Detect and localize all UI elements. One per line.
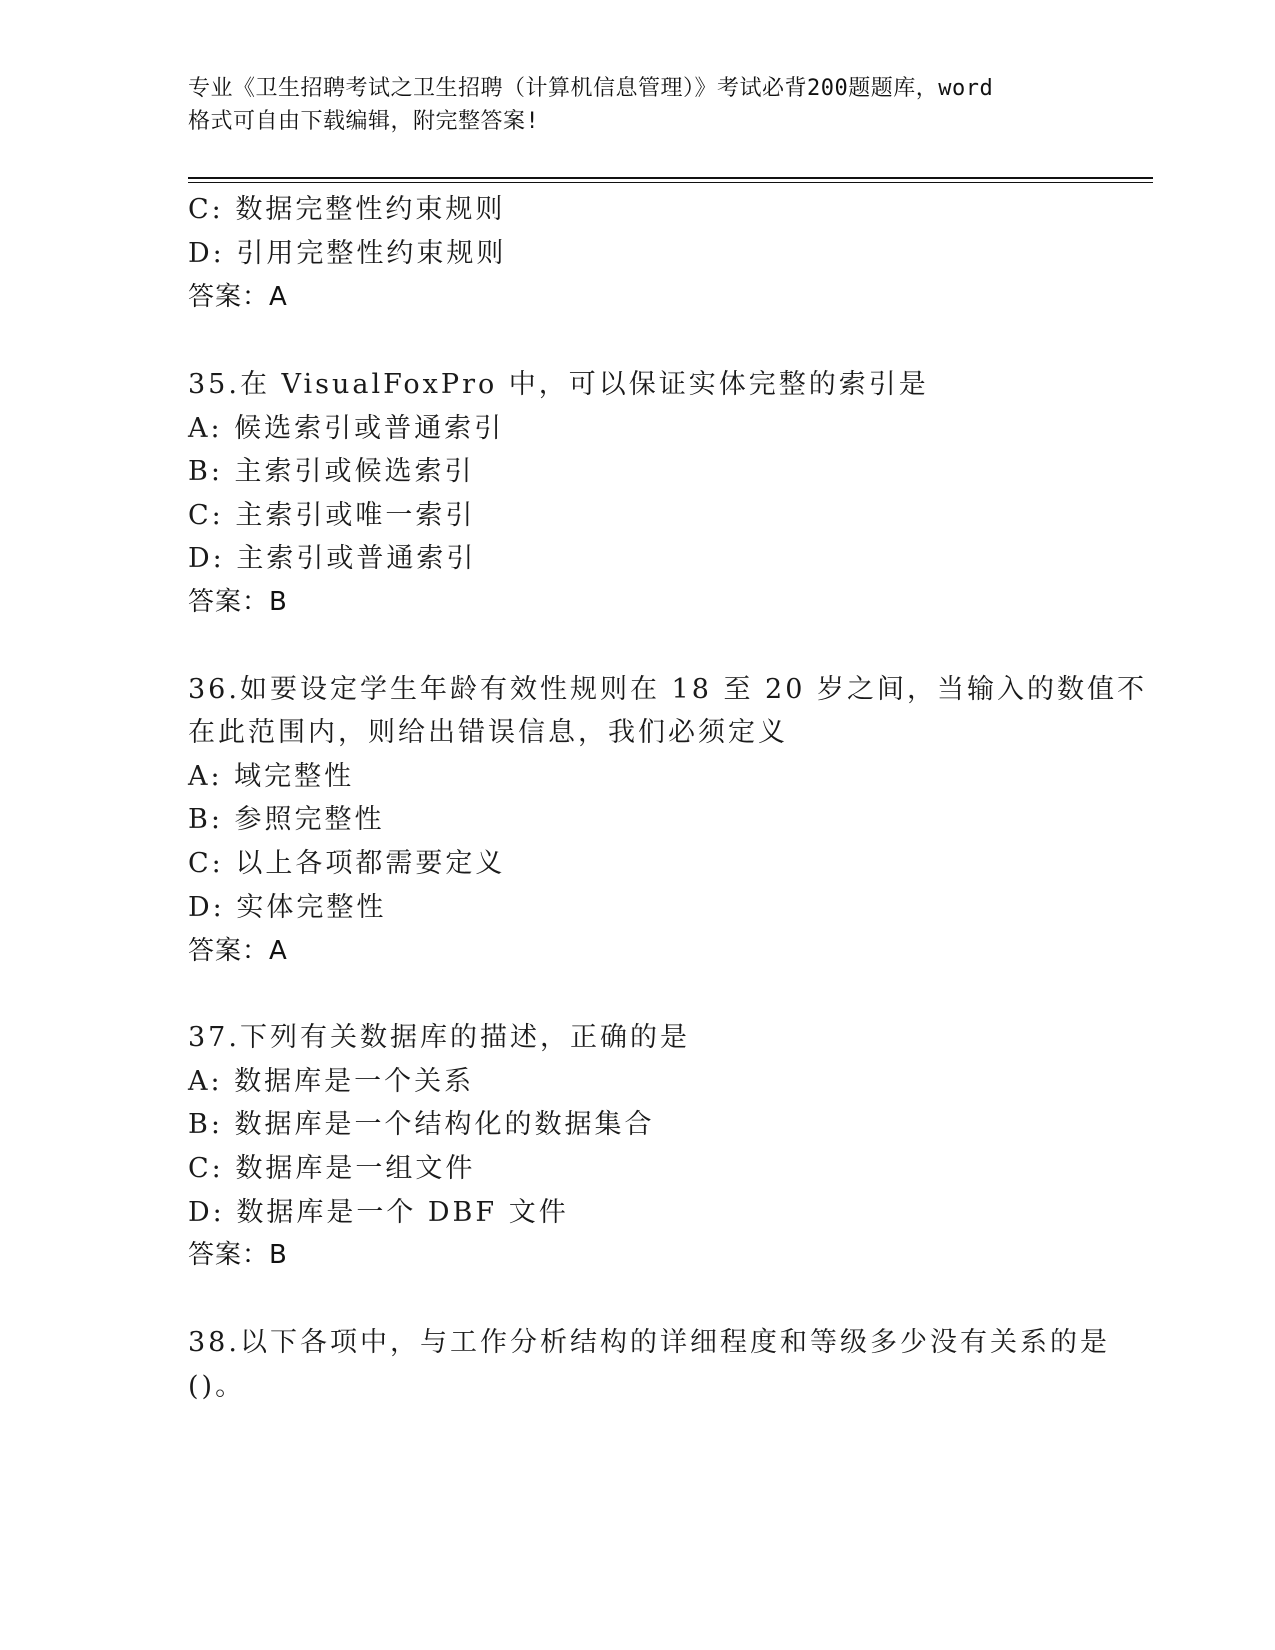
- q34-option-d: D: 引用完整性约束规则: [188, 238, 507, 269]
- q36-answer: 答案：A: [188, 936, 288, 966]
- q37-stem: 37.下列有关数据库的描述，正确的是: [188, 1022, 690, 1053]
- q37-answer: 答案：B: [188, 1240, 288, 1270]
- q35-option-b: B: 主索引或候选索引: [188, 456, 475, 487]
- header-divider-thick: [188, 177, 1153, 179]
- q36-option-b: B: 参照完整性: [188, 804, 385, 835]
- header-divider-thin: [188, 182, 1153, 183]
- header-line-1: 专业《卫生招聘考试之卫生招聘（计算机信息管理）》考试必背200题题库，word: [188, 76, 994, 101]
- q35-stem: 35.在 VisualFoxPro 中，可以保证实体完整的索引是: [188, 369, 929, 400]
- q36-option-c: C: 以上各项都需要定义: [188, 848, 506, 879]
- q37-option-c: C: 数据库是一组文件: [188, 1153, 476, 1184]
- q34-option-c: C: 数据完整性约束规则: [188, 194, 506, 225]
- q37-option-b: B: 数据库是一个结构化的数据集合: [188, 1109, 655, 1140]
- q36-option-d: D: 实体完整性: [188, 892, 387, 923]
- header-line-2: 格式可自由下载编辑，附完整答案!: [188, 109, 540, 134]
- q35-option-d: D: 主索引或普通索引: [188, 543, 477, 574]
- q35-option-a: A: 候选索引或普通索引: [188, 413, 505, 444]
- q34-answer: 答案：A: [188, 282, 288, 312]
- document-header: [188, 72, 1108, 138]
- q38-stem-line-2: ()。: [188, 1371, 246, 1402]
- q36-stem-line-2: 在此范围内，则给出错误信息，我们必须定义: [188, 717, 788, 748]
- q35-option-c: C: 主索引或唯一索引: [188, 500, 476, 531]
- q37-option-d: D: 数据库是一个 DBF 文件: [188, 1197, 569, 1228]
- q36-stem-line-1: 36.如要设定学生年龄有效性规则在 18 至 20 岁之间，当输入的数值不: [188, 674, 1147, 705]
- q36-option-a: A: 域完整性: [188, 761, 355, 792]
- q35-answer: 答案：B: [188, 587, 288, 617]
- q37-option-a: A: 数据库是一个关系: [188, 1066, 475, 1097]
- q38-stem-line-1: 38.以下各项中，与工作分析结构的详细程度和等级多少没有关系的是: [188, 1327, 1110, 1358]
